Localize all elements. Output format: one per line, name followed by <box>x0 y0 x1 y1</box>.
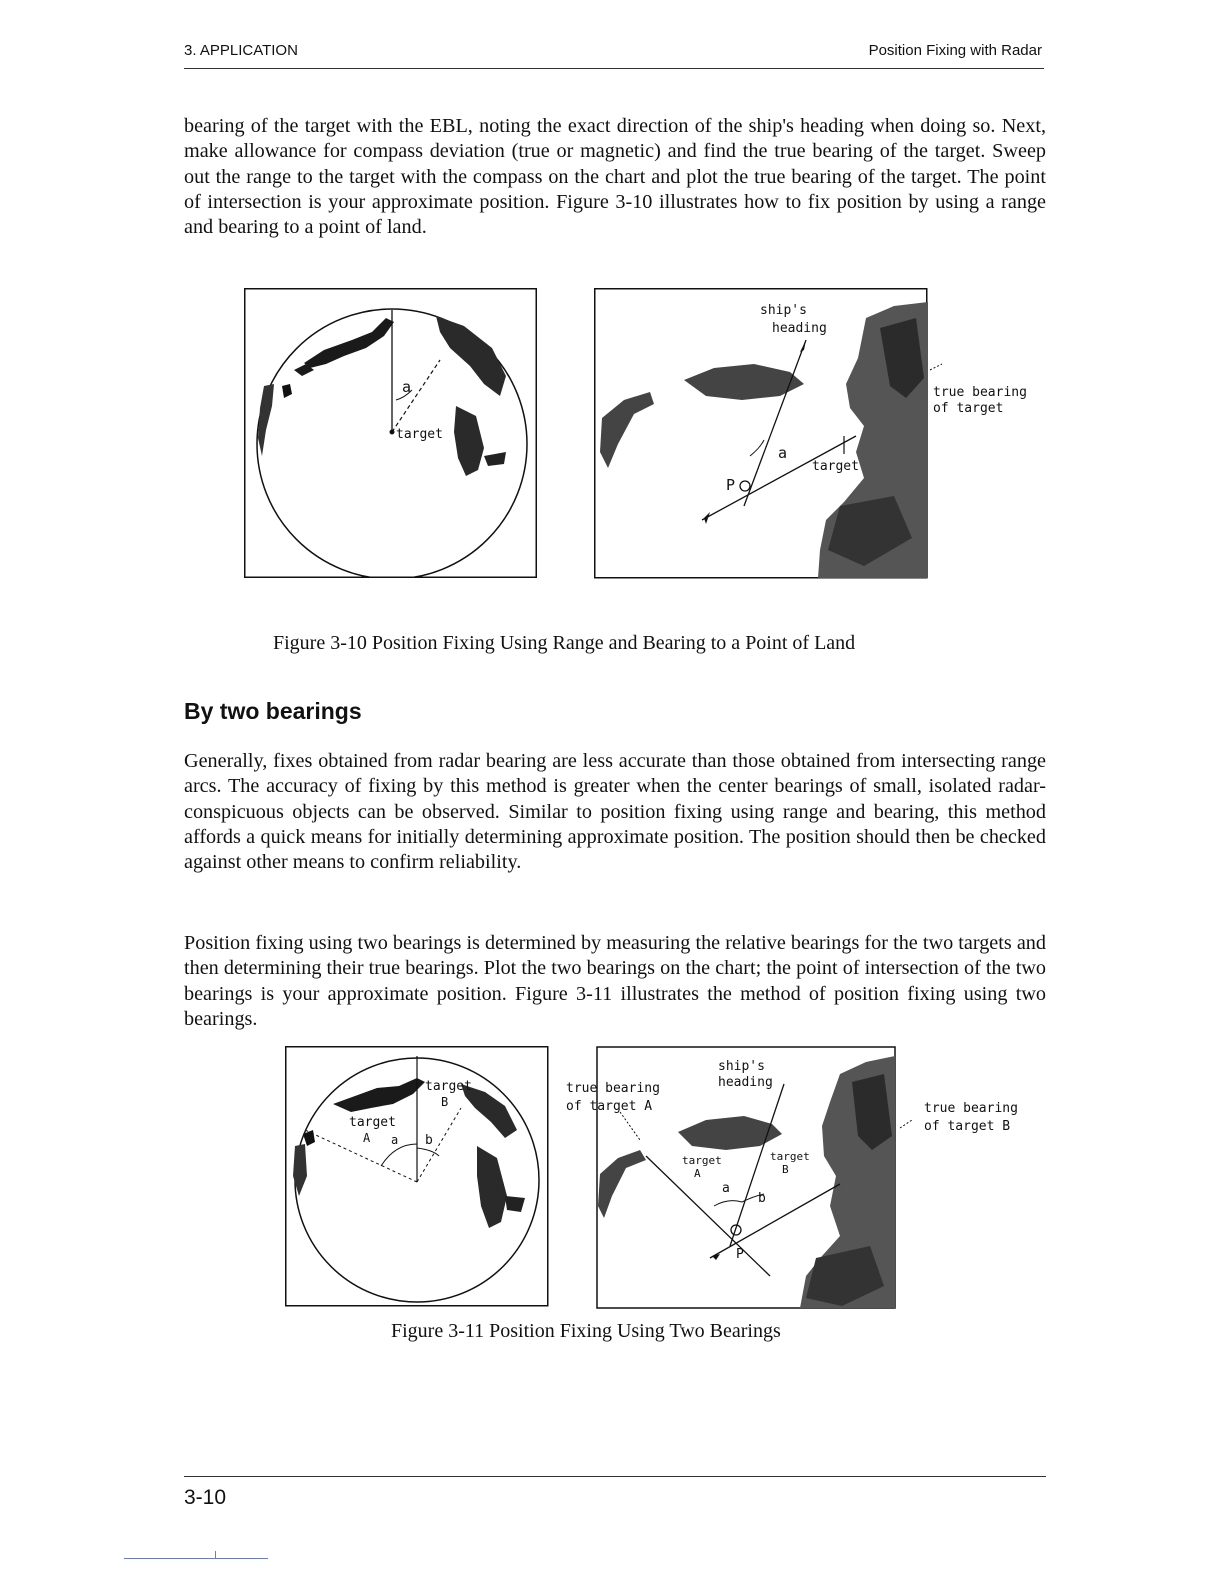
figure-3-11-radar-display <box>285 1046 549 1312</box>
paragraph-two-bearings: Position fixing using two bearings is determined by measuring the relative bearings for the two targets and then determining their true bearings. Plot the two bearings on the chart; the point of intersection of the two bearings is your approximate position. Figure 3-11 illustrates the method of position fixing using two bearings. <box>184 932 1046 1030</box>
header-section: Position Fixing with Radar <box>868 42 1042 59</box>
true-bearing-b-line2: of target B <box>924 1119 1011 1134</box>
figure-3-11-chart-plot <box>560 1046 1040 1315</box>
chart-position-p-label: P <box>726 476 736 494</box>
running-header <box>184 38 1044 69</box>
ships-heading-line2: heading <box>772 321 827 336</box>
chart-angle-a-label: a <box>778 444 788 462</box>
radar-target-a-line2: A <box>363 1131 371 1145</box>
chart-target-b-line2: B <box>782 1163 789 1176</box>
scan-edge-tick <box>215 1551 216 1559</box>
ships-heading-line2: heading <box>718 1075 773 1090</box>
chart-target-a-line1: target <box>682 1154 722 1167</box>
chart-position-p-label: P <box>736 1247 744 1262</box>
figure-3-10-chart-plot <box>594 288 1044 585</box>
true-bearing-a-line2: of target A <box>566 1099 653 1114</box>
page-number: 3-10 <box>184 1486 227 1509</box>
figure-3-10-caption: Figure 3-10 Position Fixing Using Range and Bearing to a Point of Land <box>273 632 856 654</box>
radar-target-a-line1: target <box>349 1115 396 1130</box>
radar-angle-a-label: a <box>391 1133 399 1147</box>
radar-angle-a-label: a <box>402 378 412 396</box>
chart-angle-a-label: a <box>722 1181 730 1196</box>
footer-divider <box>184 1476 1046 1477</box>
figure-3-11-caption: Figure 3-11 Position Fixing Using Two Bearings <box>391 1320 781 1342</box>
radar-target-b-line2: B <box>441 1095 449 1109</box>
chart-target-b-line1: target <box>770 1150 810 1163</box>
ships-heading-line1: ship's <box>718 1059 765 1074</box>
true-bearing-a-line1: true bearing <box>566 1081 660 1096</box>
paragraph-radar-bearing-accuracy: Generally, fixes obtained from radar bearing are less accurate than those obtained from intersecting range arcs. The accuracy of fixing by this method is greater when the center bearings of small, isolated radar-conspicuous objects can be observed. Similar to position fixing using range and bearing, this method affords a quick means for initially determining approximate position. The position should then be checked against other means to confirm reliability. <box>184 750 1046 874</box>
header-chapter: 3. APPLICATION <box>184 42 298 59</box>
radar-target-b-line1: target <box>425 1079 472 1094</box>
true-bearing-line1: true bearing <box>933 385 1027 400</box>
radar-target-label: target <box>396 427 443 442</box>
chart-target-label: target <box>812 459 859 474</box>
true-bearing-b-line1: true bearing <box>924 1101 1018 1116</box>
paragraph-range-bearing: bearing of the target with the EBL, noting the exact direction of the ship's heading when doing so. Next, make allowance for compass deviation (true or magnetic) and find the true bearing of the target. Sweep out the range to the target with the compass on the chart and plot the true bearing of the target. The point of intersection is your approximate position. Figure 3-10 illustrates how to fix position by using a range and bearing to a point of land. <box>184 115 1046 239</box>
chart-target-a-line2: A <box>694 1167 701 1180</box>
ships-heading-line1: ship's <box>760 303 807 318</box>
section-heading: By two bearings <box>184 698 362 724</box>
scan-edge-line <box>124 1558 268 1559</box>
figure-3-10-radar-display <box>244 288 537 583</box>
chart-angle-b-label: b <box>758 1191 766 1206</box>
radar-angle-b-label: b <box>425 1133 433 1148</box>
true-bearing-line2: of target <box>933 401 1004 416</box>
